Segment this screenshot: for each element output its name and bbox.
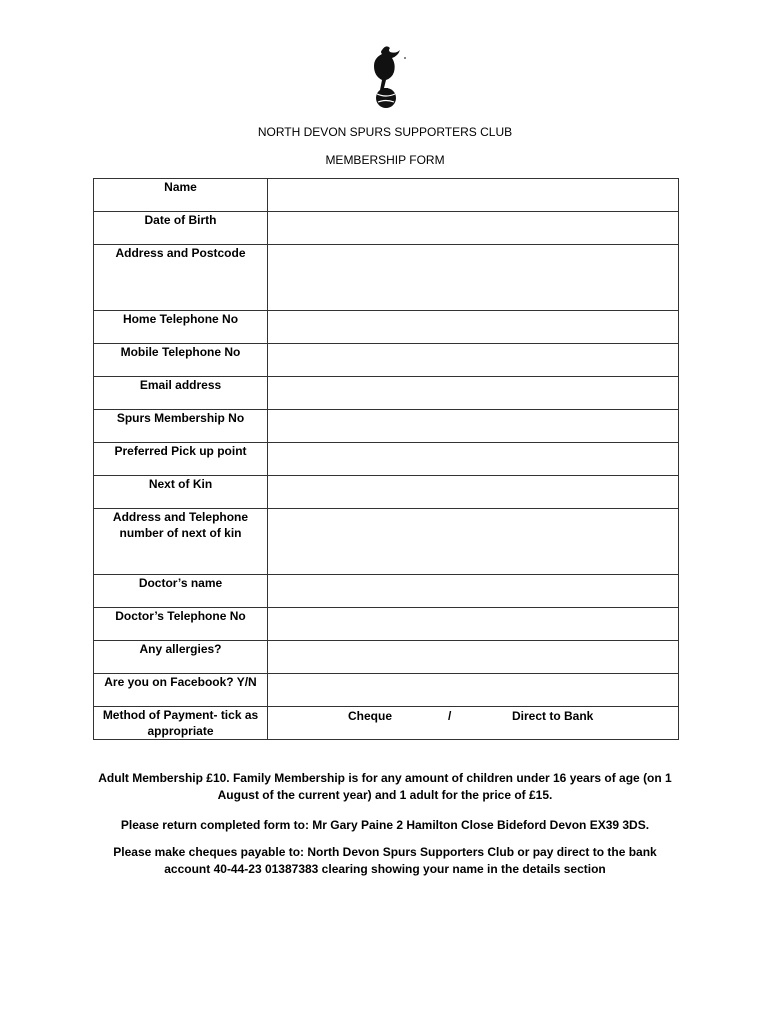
doctors-name-label: Doctor’s name bbox=[94, 575, 268, 608]
row-next-of-kin-address bbox=[94, 509, 679, 575]
row-date-of-birth bbox=[94, 212, 679, 245]
date-of-birth-field[interactable] bbox=[268, 212, 679, 245]
mobile-telephone-field[interactable] bbox=[268, 344, 679, 377]
doctors-telephone-field[interactable] bbox=[268, 608, 679, 641]
doctors-telephone-label: Doctor’s Telephone No bbox=[94, 608, 268, 641]
mobile-telephone-label: Mobile Telephone No bbox=[94, 344, 268, 377]
row-allergies bbox=[94, 641, 679, 674]
home-telephone-field[interactable] bbox=[268, 311, 679, 344]
payment-options bbox=[268, 707, 679, 740]
direct-to-bank-option[interactable]: Direct to Bank bbox=[512, 709, 594, 723]
row-pick-up-point bbox=[94, 443, 679, 476]
spurs-membership-field[interactable] bbox=[268, 410, 679, 443]
home-telephone-label: Home Telephone No bbox=[94, 311, 268, 344]
row-name bbox=[94, 179, 679, 212]
next-of-kin-address-field[interactable] bbox=[268, 509, 679, 575]
name-field[interactable] bbox=[268, 179, 679, 212]
email-field[interactable] bbox=[268, 377, 679, 410]
allergies-field[interactable] bbox=[268, 641, 679, 674]
facebook-field[interactable] bbox=[268, 674, 679, 707]
membership-fees-note: Adult Membership £10. Family Membership is for any amount of children under 16 years of age (on 1 August of the current year) and 1 adult for the price of £15. bbox=[98, 771, 672, 802]
row-mobile-telephone bbox=[94, 344, 679, 377]
row-next-of-kin bbox=[94, 476, 679, 509]
row-facebook bbox=[94, 674, 679, 707]
row-email bbox=[94, 377, 679, 410]
name-label: Name bbox=[94, 179, 268, 212]
row-home-telephone bbox=[94, 311, 679, 344]
payment-method-label: Method of Payment- tick as appropriate bbox=[94, 707, 268, 740]
cockerel-logo-icon bbox=[360, 42, 412, 110]
address-field[interactable] bbox=[268, 245, 679, 311]
next-of-kin-field[interactable] bbox=[268, 476, 679, 509]
membership-details-table bbox=[93, 178, 679, 740]
address-label: Address and Postcode bbox=[94, 245, 268, 311]
doctors-name-field[interactable] bbox=[268, 575, 679, 608]
email-label: Email address bbox=[94, 377, 268, 410]
row-address bbox=[94, 245, 679, 311]
row-doctors-name bbox=[94, 575, 679, 608]
return-address-note: Please return completed form to: Mr Gary Paine 2 Hamilton Close Bideford Devon EX39 3DS. bbox=[120, 818, 650, 832]
row-spurs-membership bbox=[94, 410, 679, 443]
next-of-kin-label: Next of Kin bbox=[94, 476, 268, 509]
row-payment-method bbox=[94, 707, 679, 740]
facebook-label: Are you on Facebook? Y/N bbox=[94, 674, 268, 707]
form-title: MEMBERSHIP FORM bbox=[325, 153, 445, 167]
row-doctors-telephone bbox=[94, 608, 679, 641]
club-name-heading: NORTH DEVON SPURS SUPPORTERS CLUB bbox=[257, 125, 513, 139]
allergies-label: Any allergies? bbox=[94, 641, 268, 674]
next-of-kin-address-label: Address and Telephone number of next of kin bbox=[94, 509, 268, 575]
spurs-membership-label: Spurs Membership No bbox=[94, 410, 268, 443]
cheque-payment-note: Please make cheques payable to: North Devon Spurs Supporters Club or pay direct to the bank account 40-44-23 01387383 clearing showing your name in the details section bbox=[113, 845, 657, 876]
pick-up-point-field[interactable] bbox=[268, 443, 679, 476]
payment-separator: / bbox=[448, 709, 452, 723]
pick-up-point-label: Preferred Pick up point bbox=[94, 443, 268, 476]
cheque-option[interactable]: Cheque bbox=[348, 709, 393, 723]
date-of-birth-label: Date of Birth bbox=[94, 212, 268, 245]
